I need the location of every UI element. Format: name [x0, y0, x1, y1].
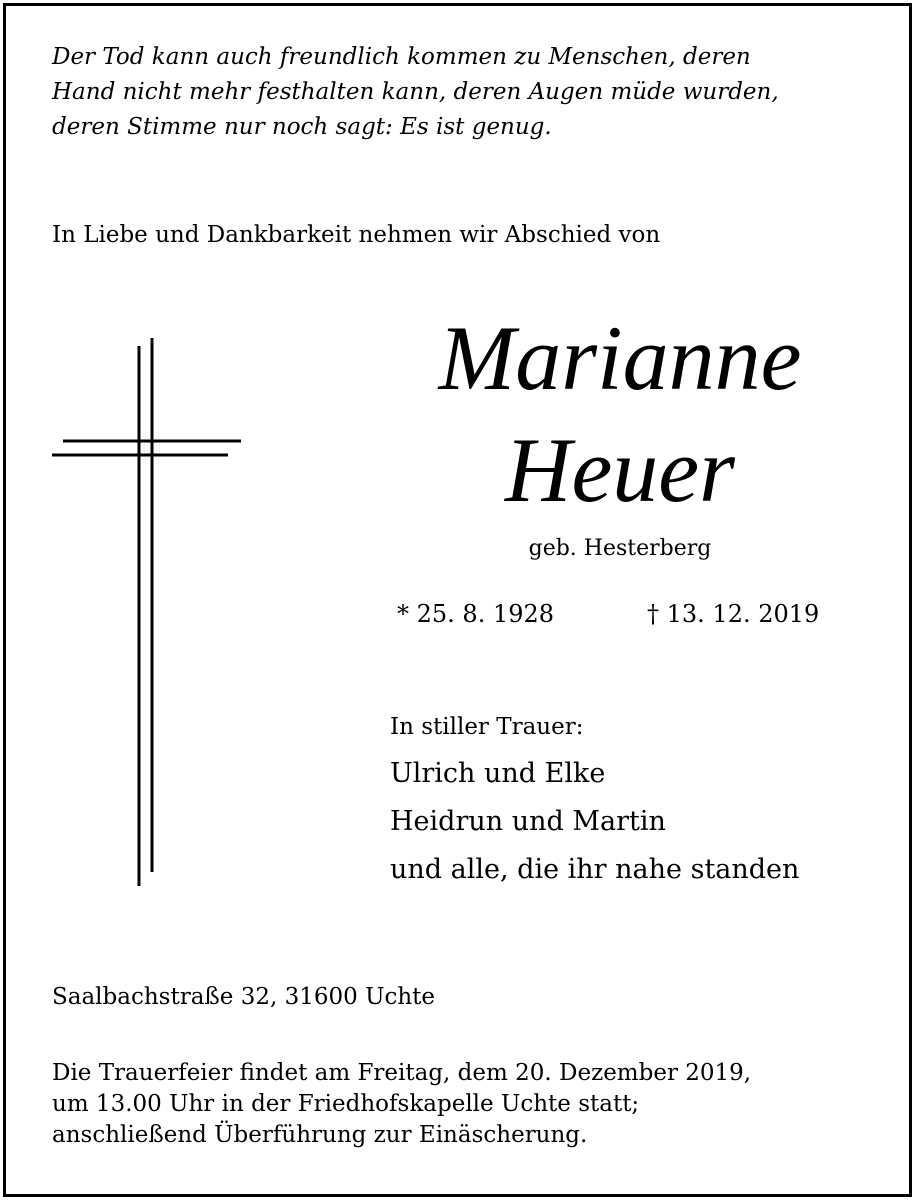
poem-line: Der Tod kann auch freundlich kommen zu Menschen, deren: [52, 44, 751, 70]
service-line: um 13.00 Uhr in der Friedhofskapelle Uchte statt;: [52, 1091, 640, 1117]
service-info: [52, 1058, 751, 1151]
mourner-entry: Heidrun und Martin: [390, 806, 666, 837]
poem-line: Hand nicht mehr festhalten kann, deren Augen müde wurden,: [52, 79, 779, 105]
cross-icon: [48, 338, 248, 890]
poem-quote: [52, 40, 902, 145]
deceased-first-name: Marianne: [438, 307, 802, 409]
mourner-entry: Ulrich und Elke: [390, 758, 606, 789]
farewell-intro: In Liebe und Dankbarkeit nehmen wir Abschied von: [52, 222, 661, 248]
maiden-name: geb. Hesterberg: [528, 536, 712, 561]
deceased-last-name: Heuer: [505, 419, 735, 521]
mourner-entry: und alle, die ihr nahe standen: [390, 854, 800, 885]
mourners-list: [390, 750, 799, 894]
address: Saalbachstraße 32, 31600 Uchte: [52, 984, 436, 1010]
mourners-label: In stiller Trauer:: [390, 714, 584, 740]
poem-line: deren Stimme nur noch sagt: Es ist genug.: [52, 114, 552, 140]
service-line: Die Trauerfeier findet am Freitag, dem 20. Dezember 2019,: [52, 1060, 752, 1086]
service-line: anschließend Überführung zur Einäscherung.: [52, 1122, 588, 1148]
birth-date: * 25. 8. 1928: [397, 600, 555, 628]
death-date: † 13. 12. 2019: [647, 600, 820, 628]
